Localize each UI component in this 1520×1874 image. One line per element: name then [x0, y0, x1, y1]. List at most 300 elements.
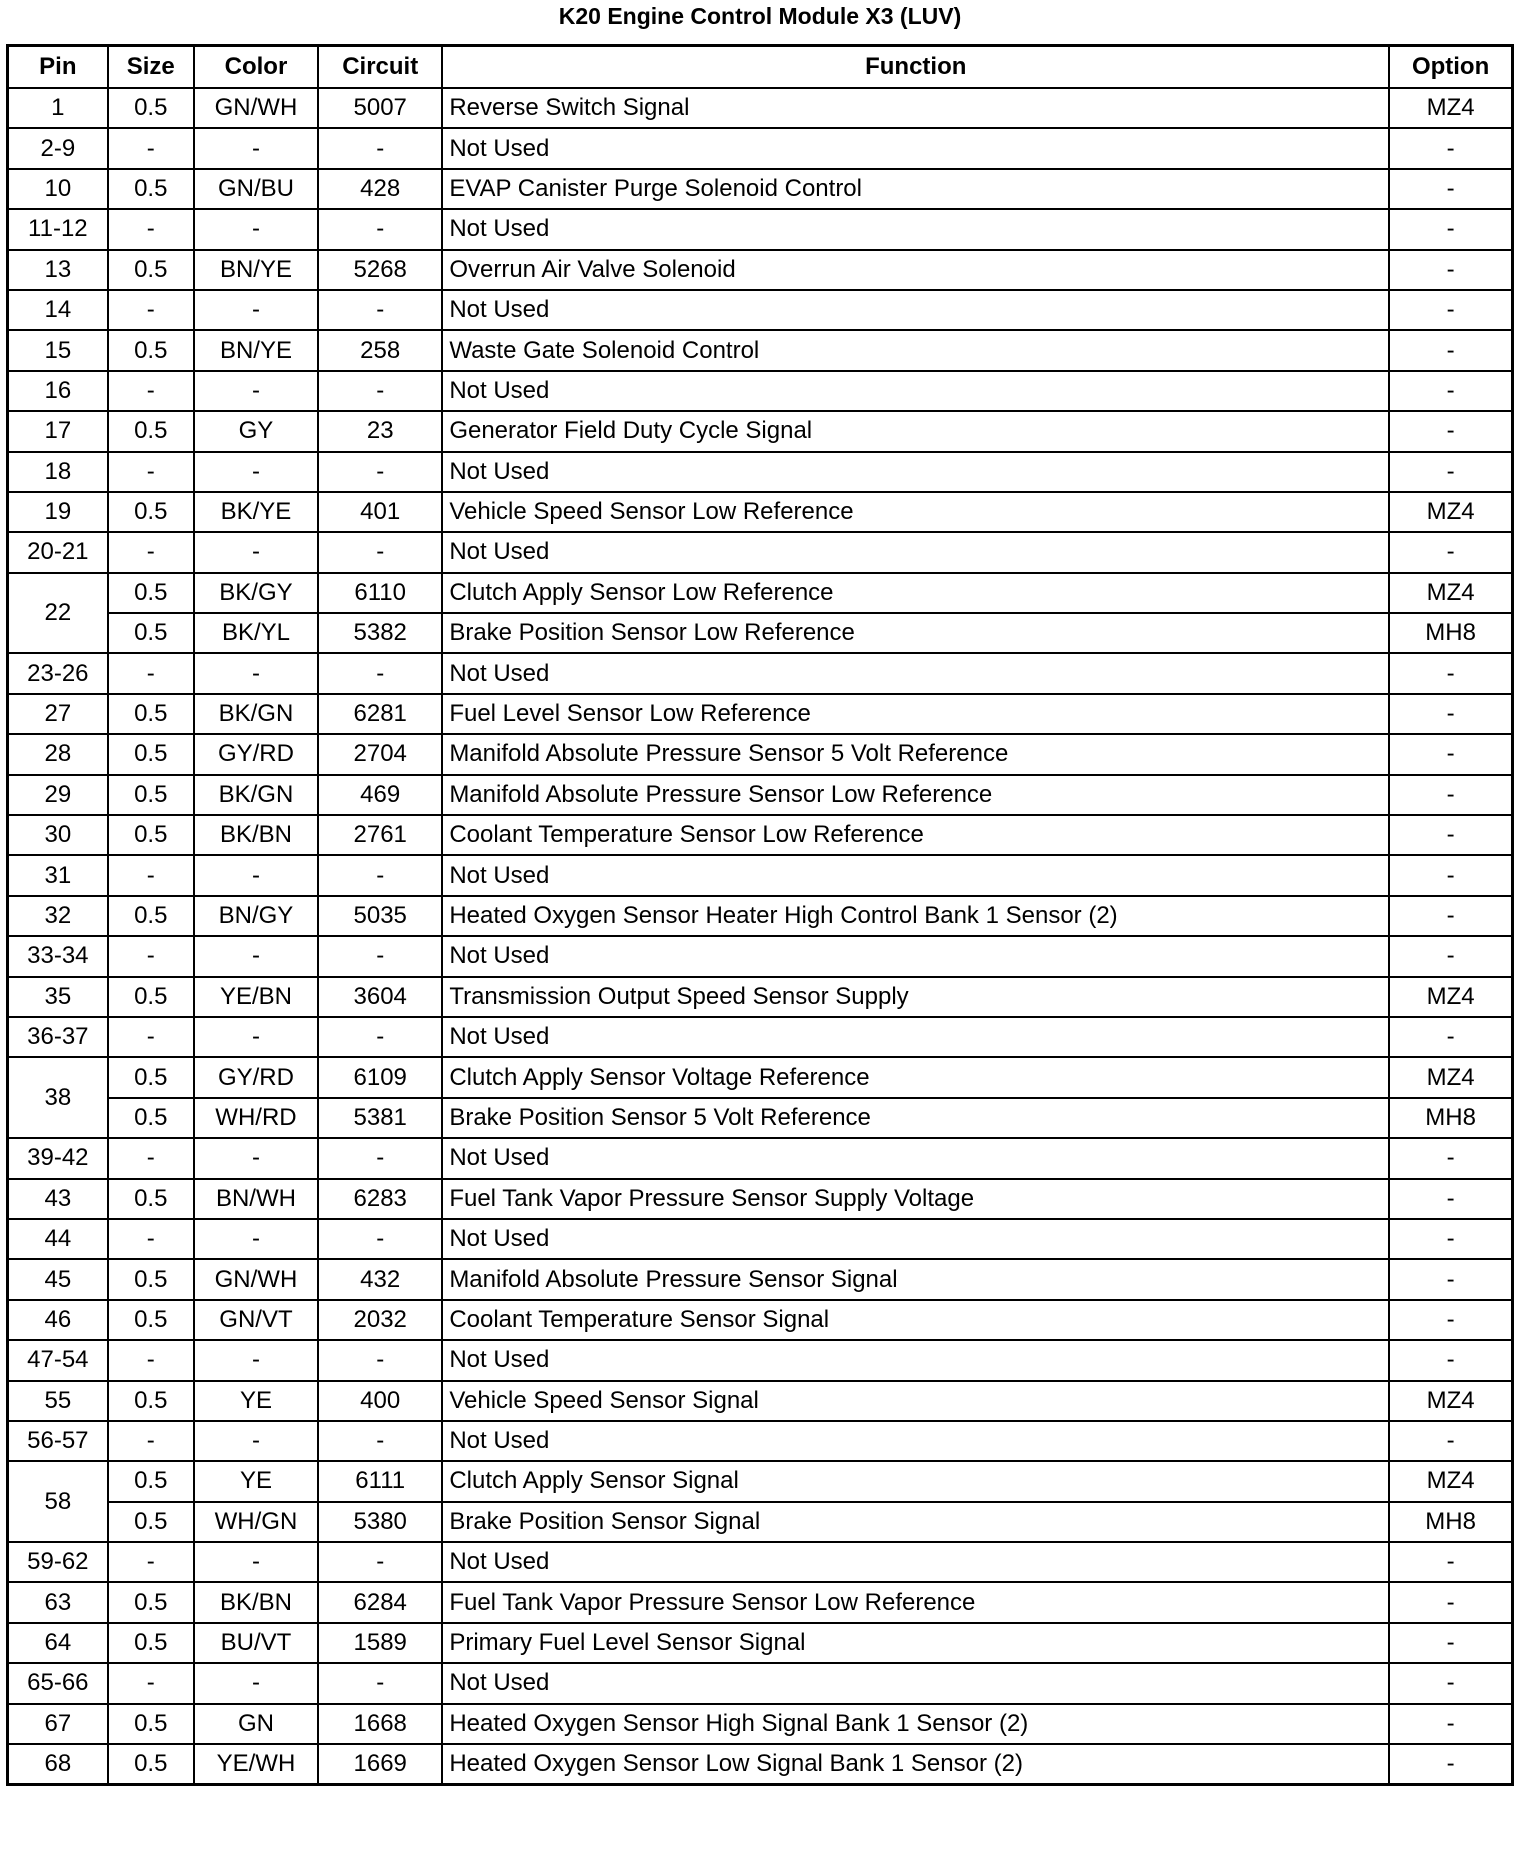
- table-row: [8, 371, 1513, 411]
- size-cell: 0.5: [108, 896, 194, 936]
- table-row: [8, 1704, 1513, 1744]
- table-row: [8, 775, 1513, 815]
- header-function: Function: [442, 46, 1389, 89]
- pin-cell: 35: [8, 977, 108, 1017]
- size-cell: -: [108, 1219, 194, 1259]
- size-cell: 0.5: [108, 1744, 194, 1785]
- function-cell: Fuel Tank Vapor Pressure Sensor Low Reference: [442, 1582, 1389, 1622]
- circuit-cell: 6281: [318, 694, 442, 734]
- size-cell: -: [108, 936, 194, 976]
- size-cell: -: [108, 855, 194, 895]
- circuit-cell: -: [318, 209, 442, 249]
- option-cell: -: [1389, 734, 1512, 774]
- table-row: [8, 1502, 1513, 1542]
- color-cell: -: [194, 128, 318, 168]
- pin-cell: 36-37: [8, 1017, 108, 1057]
- pin-cell: 29: [8, 775, 108, 815]
- pin-cell: 58: [8, 1461, 108, 1542]
- table-row: [8, 1744, 1513, 1785]
- function-cell: Overrun Air Valve Solenoid: [442, 250, 1389, 290]
- pin-cell: 18: [8, 452, 108, 492]
- circuit-cell: -: [318, 452, 442, 492]
- color-cell: GY/RD: [194, 734, 318, 774]
- size-cell: -: [108, 452, 194, 492]
- option-cell: -: [1389, 250, 1512, 290]
- table-row: [8, 1259, 1513, 1299]
- table-row: [8, 1179, 1513, 1219]
- table-row: [8, 1542, 1513, 1582]
- table-row: [8, 977, 1513, 1017]
- circuit-cell: -: [318, 371, 442, 411]
- option-cell: MZ4: [1389, 492, 1512, 532]
- table-row: [8, 1381, 1513, 1421]
- header-pin: Pin: [8, 46, 108, 89]
- size-cell: 0.5: [108, 169, 194, 209]
- table-row: [8, 1582, 1513, 1622]
- color-cell: BK/GY: [194, 573, 318, 613]
- size-cell: 0.5: [108, 1502, 194, 1542]
- size-cell: 0.5: [108, 815, 194, 855]
- color-cell: YE: [194, 1381, 318, 1421]
- function-cell: Fuel Level Sensor Low Reference: [442, 694, 1389, 734]
- function-cell: Not Used: [442, 1421, 1389, 1461]
- table-body: [8, 88, 1513, 1785]
- color-cell: -: [194, 371, 318, 411]
- table-title: K20 Engine Control Module X3 (LUV): [558, 3, 962, 29]
- pin-cell: 17: [8, 411, 108, 451]
- function-cell: Not Used: [442, 1542, 1389, 1582]
- circuit-cell: 400: [318, 1381, 442, 1421]
- color-cell: -: [194, 1421, 318, 1461]
- option-cell: -: [1389, 1542, 1512, 1582]
- size-cell: 0.5: [108, 734, 194, 774]
- option-cell: MZ4: [1389, 573, 1512, 613]
- size-cell: 0.5: [108, 1461, 194, 1501]
- size-cell: -: [108, 209, 194, 249]
- table-row: [8, 1057, 1513, 1097]
- table-row: [8, 815, 1513, 855]
- table-row: [8, 1098, 1513, 1138]
- table-row: [8, 128, 1513, 168]
- option-cell: -: [1389, 411, 1512, 451]
- option-cell: -: [1389, 169, 1512, 209]
- function-cell: Heated Oxygen Sensor Heater High Control Bank 1 Sensor (2): [442, 896, 1389, 936]
- option-cell: -: [1389, 532, 1512, 572]
- function-cell: Manifold Absolute Pressure Sensor Signal: [442, 1259, 1389, 1299]
- color-cell: -: [194, 290, 318, 330]
- circuit-cell: -: [318, 290, 442, 330]
- function-cell: Clutch Apply Sensor Low Reference: [442, 573, 1389, 613]
- function-cell: Heated Oxygen Sensor Low Signal Bank 1 Sensor (2): [442, 1744, 1389, 1785]
- option-cell: MH8: [1389, 613, 1512, 653]
- color-cell: -: [194, 532, 318, 572]
- size-cell: 0.5: [108, 250, 194, 290]
- header-size: Size: [108, 46, 194, 89]
- table-row: [8, 1219, 1513, 1259]
- table-row: [8, 492, 1513, 532]
- color-cell: GN/WH: [194, 88, 318, 128]
- option-cell: MH8: [1389, 1502, 1512, 1542]
- color-cell: BK/YL: [194, 613, 318, 653]
- circuit-cell: -: [318, 1138, 442, 1178]
- table-row: [8, 896, 1513, 936]
- color-cell: WH/GN: [194, 1502, 318, 1542]
- pin-cell: 43: [8, 1179, 108, 1219]
- option-cell: -: [1389, 1138, 1512, 1178]
- circuit-cell: -: [318, 1340, 442, 1380]
- table-row: [8, 169, 1513, 209]
- size-cell: -: [108, 653, 194, 693]
- circuit-cell: 432: [318, 1259, 442, 1299]
- function-cell: Generator Field Duty Cycle Signal: [442, 411, 1389, 451]
- size-cell: 0.5: [108, 88, 194, 128]
- pin-cell: 55: [8, 1381, 108, 1421]
- size-cell: -: [108, 371, 194, 411]
- color-cell: GN/BU: [194, 169, 318, 209]
- circuit-cell: -: [318, 855, 442, 895]
- option-cell: -: [1389, 1623, 1512, 1663]
- connector-pinout-table: [6, 44, 1514, 1786]
- size-cell: 0.5: [108, 1098, 194, 1138]
- color-cell: BK/BN: [194, 815, 318, 855]
- color-cell: BN/GY: [194, 896, 318, 936]
- circuit-cell: 1669: [318, 1744, 442, 1785]
- circuit-cell: 469: [318, 775, 442, 815]
- color-cell: BK/YE: [194, 492, 318, 532]
- circuit-cell: 428: [318, 169, 442, 209]
- function-cell: Primary Fuel Level Sensor Signal: [442, 1623, 1389, 1663]
- circuit-cell: -: [318, 1017, 442, 1057]
- function-cell: Not Used: [442, 290, 1389, 330]
- color-cell: -: [194, 1542, 318, 1582]
- pin-cell: 15: [8, 330, 108, 370]
- function-cell: EVAP Canister Purge Solenoid Control: [442, 169, 1389, 209]
- color-cell: WH/RD: [194, 1098, 318, 1138]
- pin-cell: 47-54: [8, 1340, 108, 1380]
- pin-cell: 65-66: [8, 1663, 108, 1703]
- table-row: [8, 653, 1513, 693]
- color-cell: BN/YE: [194, 330, 318, 370]
- color-cell: GN/WH: [194, 1259, 318, 1299]
- table-row: [8, 532, 1513, 572]
- function-cell: Clutch Apply Sensor Voltage Reference: [442, 1057, 1389, 1097]
- function-cell: Coolant Temperature Sensor Low Reference: [442, 815, 1389, 855]
- function-cell: Transmission Output Speed Sensor Supply: [442, 977, 1389, 1017]
- size-cell: -: [108, 1421, 194, 1461]
- color-cell: BK/BN: [194, 1582, 318, 1622]
- option-cell: MZ4: [1389, 88, 1512, 128]
- function-cell: Not Used: [442, 532, 1389, 572]
- circuit-cell: 23: [318, 411, 442, 451]
- option-cell: -: [1389, 1704, 1512, 1744]
- option-cell: -: [1389, 896, 1512, 936]
- option-cell: MZ4: [1389, 1381, 1512, 1421]
- pin-cell: 44: [8, 1219, 108, 1259]
- pin-cell: 14: [8, 290, 108, 330]
- function-cell: Not Used: [442, 653, 1389, 693]
- circuit-cell: 6284: [318, 1582, 442, 1622]
- option-cell: MZ4: [1389, 1461, 1512, 1501]
- circuit-cell: -: [318, 1219, 442, 1259]
- color-cell: -: [194, 1340, 318, 1380]
- option-cell: -: [1389, 452, 1512, 492]
- option-cell: -: [1389, 290, 1512, 330]
- pin-cell: 56-57: [8, 1421, 108, 1461]
- pin-cell: 31: [8, 855, 108, 895]
- circuit-cell: 2032: [318, 1300, 442, 1340]
- pin-cell: 39-42: [8, 1138, 108, 1178]
- circuit-cell: 5035: [318, 896, 442, 936]
- table-row: [8, 1138, 1513, 1178]
- pin-cell: 13: [8, 250, 108, 290]
- table-row: [8, 573, 1513, 613]
- function-cell: Not Used: [442, 452, 1389, 492]
- option-cell: MZ4: [1389, 977, 1512, 1017]
- pin-cell: 38: [8, 1057, 108, 1138]
- circuit-cell: -: [318, 532, 442, 572]
- option-cell: -: [1389, 1017, 1512, 1057]
- pin-cell: 1: [8, 88, 108, 128]
- option-cell: -: [1389, 936, 1512, 976]
- option-cell: -: [1389, 371, 1512, 411]
- size-cell: 0.5: [108, 613, 194, 653]
- circuit-cell: 6110: [318, 573, 442, 613]
- option-cell: -: [1389, 1663, 1512, 1703]
- function-cell: Vehicle Speed Sensor Low Reference: [442, 492, 1389, 532]
- option-cell: -: [1389, 1340, 1512, 1380]
- pin-cell: 45: [8, 1259, 108, 1299]
- circuit-cell: 5268: [318, 250, 442, 290]
- color-cell: -: [194, 1663, 318, 1703]
- color-cell: -: [194, 452, 318, 492]
- function-cell: Brake Position Sensor Signal: [442, 1502, 1389, 1542]
- function-cell: Not Used: [442, 128, 1389, 168]
- table-row: [8, 250, 1513, 290]
- circuit-cell: 5381: [318, 1098, 442, 1138]
- option-cell: -: [1389, 1744, 1512, 1785]
- option-cell: -: [1389, 775, 1512, 815]
- function-cell: Coolant Temperature Sensor Signal: [442, 1300, 1389, 1340]
- circuit-cell: 401: [318, 492, 442, 532]
- circuit-cell: 6109: [318, 1057, 442, 1097]
- size-cell: 0.5: [108, 1300, 194, 1340]
- option-cell: -: [1389, 694, 1512, 734]
- size-cell: 0.5: [108, 694, 194, 734]
- pin-cell: 46: [8, 1300, 108, 1340]
- size-cell: 0.5: [108, 330, 194, 370]
- table-row: [8, 936, 1513, 976]
- option-cell: MH8: [1389, 1098, 1512, 1138]
- color-cell: GN: [194, 1704, 318, 1744]
- pin-cell: 16: [8, 371, 108, 411]
- color-cell: -: [194, 653, 318, 693]
- pin-cell: 10: [8, 169, 108, 209]
- table-row: [8, 734, 1513, 774]
- size-cell: 0.5: [108, 1057, 194, 1097]
- color-cell: BK/GN: [194, 694, 318, 734]
- size-cell: -: [108, 1542, 194, 1582]
- pin-cell: 30: [8, 815, 108, 855]
- option-cell: -: [1389, 1582, 1512, 1622]
- color-cell: BU/VT: [194, 1623, 318, 1663]
- table-row: [8, 1017, 1513, 1057]
- color-cell: -: [194, 209, 318, 249]
- function-cell: Not Used: [442, 209, 1389, 249]
- function-cell: Not Used: [442, 371, 1389, 411]
- circuit-cell: 6283: [318, 1179, 442, 1219]
- size-cell: -: [108, 290, 194, 330]
- option-cell: -: [1389, 815, 1512, 855]
- size-cell: -: [108, 532, 194, 572]
- size-cell: 0.5: [108, 977, 194, 1017]
- pin-cell: 11-12: [8, 209, 108, 249]
- color-cell: YE/WH: [194, 1744, 318, 1785]
- function-cell: Heated Oxygen Sensor High Signal Bank 1 Sensor (2): [442, 1704, 1389, 1744]
- color-cell: -: [194, 936, 318, 976]
- circuit-cell: 6111: [318, 1461, 442, 1501]
- option-cell: -: [1389, 209, 1512, 249]
- table-row: [8, 694, 1513, 734]
- table-row: [8, 330, 1513, 370]
- circuit-cell: -: [318, 936, 442, 976]
- option-cell: -: [1389, 1300, 1512, 1340]
- pin-cell: 33-34: [8, 936, 108, 976]
- circuit-cell: 5380: [318, 1502, 442, 1542]
- table-row: [8, 855, 1513, 895]
- table-row: [8, 1623, 1513, 1663]
- function-cell: Not Used: [442, 1340, 1389, 1380]
- function-cell: Brake Position Sensor 5 Volt Reference: [442, 1098, 1389, 1138]
- size-cell: -: [108, 1017, 194, 1057]
- pin-cell: 64: [8, 1623, 108, 1663]
- table-row: [8, 1461, 1513, 1501]
- option-cell: -: [1389, 128, 1512, 168]
- circuit-cell: 2761: [318, 815, 442, 855]
- circuit-cell: -: [318, 128, 442, 168]
- function-cell: Not Used: [442, 936, 1389, 976]
- size-cell: 0.5: [108, 1179, 194, 1219]
- size-cell: -: [108, 1138, 194, 1178]
- function-cell: Not Used: [442, 1138, 1389, 1178]
- table-row: [8, 1421, 1513, 1461]
- function-cell: Not Used: [442, 855, 1389, 895]
- circuit-cell: -: [318, 1663, 442, 1703]
- size-cell: 0.5: [108, 1623, 194, 1663]
- function-cell: Clutch Apply Sensor Signal: [442, 1461, 1389, 1501]
- size-cell: 0.5: [108, 775, 194, 815]
- function-cell: Fuel Tank Vapor Pressure Sensor Supply Voltage: [442, 1179, 1389, 1219]
- pin-cell: 20-21: [8, 532, 108, 572]
- color-cell: YE/BN: [194, 977, 318, 1017]
- option-cell: -: [1389, 1421, 1512, 1461]
- function-cell: Brake Position Sensor Low Reference: [442, 613, 1389, 653]
- option-cell: -: [1389, 330, 1512, 370]
- size-cell: 0.5: [108, 411, 194, 451]
- function-cell: Not Used: [442, 1017, 1389, 1057]
- circuit-cell: 258: [318, 330, 442, 370]
- pin-cell: 63: [8, 1582, 108, 1622]
- table-row: [8, 88, 1513, 128]
- color-cell: -: [194, 1219, 318, 1259]
- size-cell: -: [108, 128, 194, 168]
- pin-cell: 32: [8, 896, 108, 936]
- table-row: [8, 452, 1513, 492]
- pin-cell: 27: [8, 694, 108, 734]
- size-cell: 0.5: [108, 1259, 194, 1299]
- color-cell: GN/VT: [194, 1300, 318, 1340]
- pin-cell: 23-26: [8, 653, 108, 693]
- function-cell: Waste Gate Solenoid Control: [442, 330, 1389, 370]
- circuit-cell: 5007: [318, 88, 442, 128]
- circuit-cell: -: [318, 1542, 442, 1582]
- pin-cell: 68: [8, 1744, 108, 1785]
- size-cell: 0.5: [108, 492, 194, 532]
- size-cell: -: [108, 1663, 194, 1703]
- size-cell: -: [108, 1340, 194, 1380]
- pin-cell: 59-62: [8, 1542, 108, 1582]
- header-circuit: Circuit: [318, 46, 442, 89]
- header-option: Option: [1389, 46, 1512, 89]
- pin-cell: 67: [8, 1704, 108, 1744]
- color-cell: BN/YE: [194, 250, 318, 290]
- color-cell: -: [194, 1138, 318, 1178]
- function-cell: Reverse Switch Signal: [442, 88, 1389, 128]
- circuit-cell: 5382: [318, 613, 442, 653]
- circuit-cell: -: [318, 1421, 442, 1461]
- header-color: Color: [194, 46, 318, 89]
- pin-cell: 28: [8, 734, 108, 774]
- circuit-cell: 1589: [318, 1623, 442, 1663]
- size-cell: 0.5: [108, 573, 194, 613]
- circuit-cell: 2704: [318, 734, 442, 774]
- color-cell: YE: [194, 1461, 318, 1501]
- option-cell: -: [1389, 855, 1512, 895]
- size-cell: 0.5: [108, 1582, 194, 1622]
- function-cell: Manifold Absolute Pressure Sensor Low Reference: [442, 775, 1389, 815]
- size-cell: 0.5: [108, 1704, 194, 1744]
- color-cell: GY: [194, 411, 318, 451]
- table-row: [8, 209, 1513, 249]
- option-cell: MZ4: [1389, 1057, 1512, 1097]
- pin-cell: 2-9: [8, 128, 108, 168]
- function-cell: Not Used: [442, 1663, 1389, 1703]
- size-cell: 0.5: [108, 1381, 194, 1421]
- option-cell: -: [1389, 1259, 1512, 1299]
- function-cell: Not Used: [442, 1219, 1389, 1259]
- table-row: [8, 613, 1513, 653]
- table-row: [8, 290, 1513, 330]
- option-cell: -: [1389, 1179, 1512, 1219]
- pin-cell: 22: [8, 573, 108, 654]
- color-cell: GY/RD: [194, 1057, 318, 1097]
- option-cell: -: [1389, 653, 1512, 693]
- circuit-cell: -: [318, 653, 442, 693]
- table-row: [8, 1663, 1513, 1703]
- table-row: [8, 1340, 1513, 1380]
- color-cell: -: [194, 1017, 318, 1057]
- function-cell: Vehicle Speed Sensor Signal: [442, 1381, 1389, 1421]
- header-row: [8, 46, 1513, 89]
- circuit-cell: 3604: [318, 977, 442, 1017]
- color-cell: -: [194, 855, 318, 895]
- circuit-cell: 1668: [318, 1704, 442, 1744]
- pin-cell: 19: [8, 492, 108, 532]
- option-cell: -: [1389, 1219, 1512, 1259]
- table-row: [8, 1300, 1513, 1340]
- color-cell: BK/GN: [194, 775, 318, 815]
- function-cell: Manifold Absolute Pressure Sensor 5 Volt Reference: [442, 734, 1389, 774]
- color-cell: BN/WH: [194, 1179, 318, 1219]
